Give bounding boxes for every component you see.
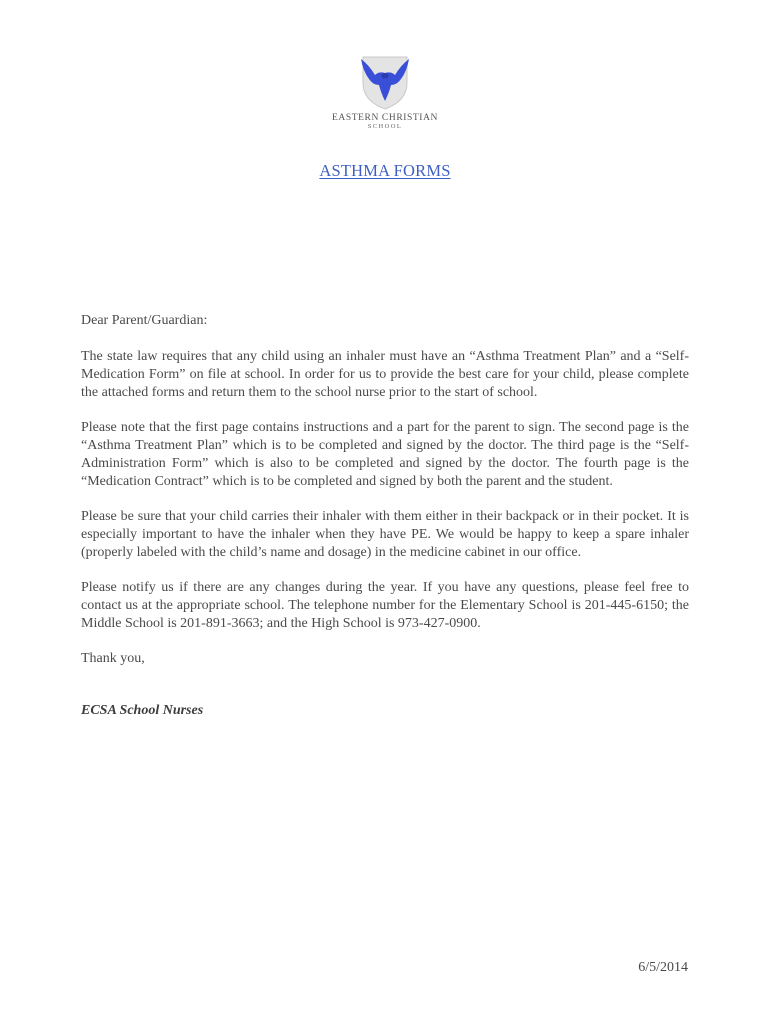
- school-subtitle: SCHOOL: [367, 123, 403, 130]
- closing: Thank you,: [81, 651, 145, 666]
- paragraph: Please notify us if there are any changes during the year. If you have any questions, please feel free to contact us at the appropriate school. The telephone number for the Elementary School is 201-445-6150; the Middle School is 201-891-3663; and the High School is 973-427-0900.: [81, 580, 689, 631]
- page-title: ASTHMA FORMS: [319, 161, 451, 180]
- paragraph: Please note that the first page contains instructions and a part for the parent to sign. The second page is the “Asthma Treatment Plan” which is to be completed and signed by the doctor. The third page is the “Self-Administration Form” which is also to be completed and signed by the doctor. The fourth page is the “Medication Contract” which is to be completed and signed by both the parent and the student.: [81, 420, 689, 489]
- greeting: Dear Parent/Guardian:: [81, 313, 208, 328]
- letter-body: [81, 312, 689, 720]
- paragraph: The state law requires that any child using an inhaler must have an “Asthma Treatment Plan” and a “Self-Medication Form” on file at school. In order for us to provide the best care for your child, please complete the attached forms and return them to the school nurse prior to the start of school.: [81, 349, 689, 400]
- school-name: EASTERN CHRISTIAN: [332, 113, 438, 123]
- school-logo: [325, 55, 445, 135]
- eagle-shield-icon: [357, 55, 413, 111]
- document-date: 6/5/2014: [638, 960, 688, 975]
- paragraph: Please be sure that your child carries their inhaler with them either in their backpack or in their pocket. It is especially important to have the inhaler when they have PE. We would be happy to keep a spare inhaler (properly labeled with the child’s name and dosage) in the medicine cabinet in our office.: [81, 509, 689, 560]
- signature: ECSA School Nurses: [81, 703, 204, 718]
